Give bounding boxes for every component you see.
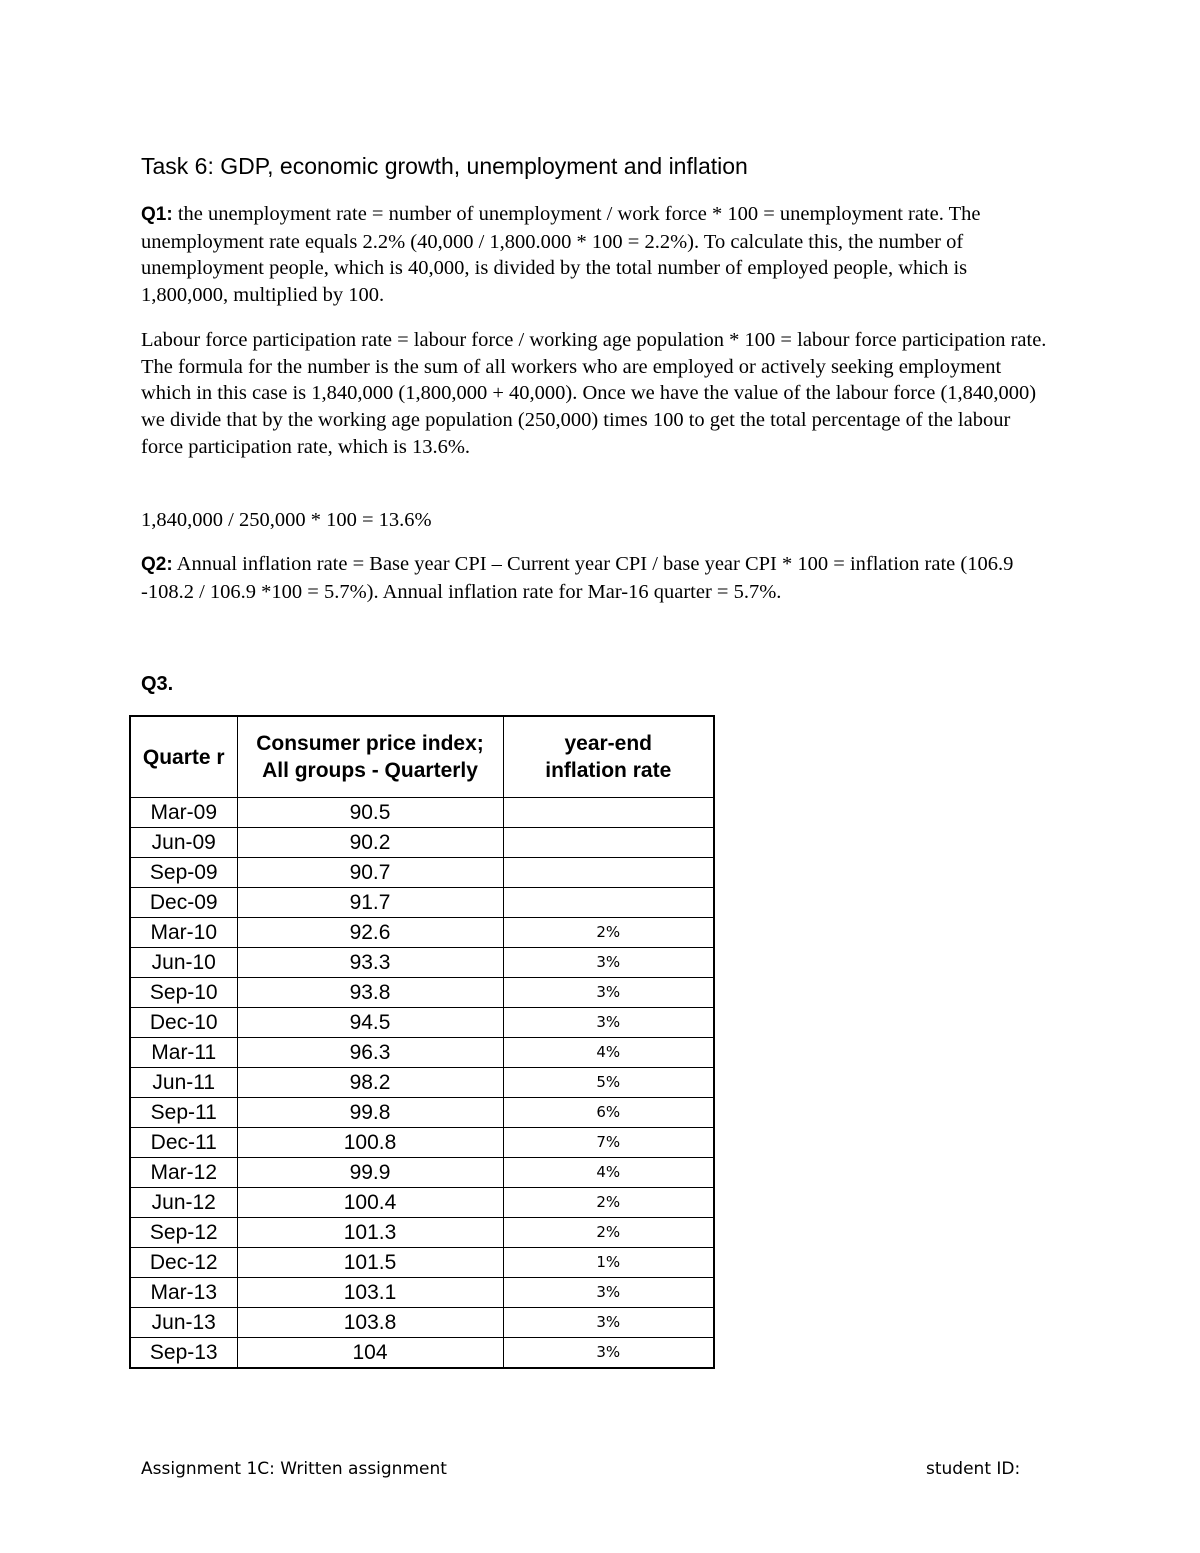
page-title: Task 6: GDP, economic growth, unemployment and inflation bbox=[141, 153, 748, 179]
inflation-rate-cell: 3% bbox=[503, 1278, 714, 1308]
cpi-cell: 103.8 bbox=[237, 1308, 503, 1338]
inflation-rate-cell: 6% bbox=[503, 1098, 714, 1128]
inflation-rate-cell: 2% bbox=[503, 918, 714, 948]
table-row bbox=[130, 888, 714, 918]
quarter-cell: Dec-10 bbox=[130, 1008, 237, 1038]
inflation-rate-cell: 5% bbox=[503, 1068, 714, 1098]
q1-label: Q1: bbox=[141, 204, 173, 225]
cpi-cell: 94.5 bbox=[237, 1008, 503, 1038]
quarter-cell: Mar-09 bbox=[130, 798, 237, 828]
table-row bbox=[130, 1188, 714, 1218]
q2-text: Annual inflation rate = Base year CPI – Current year CPI / base year CPI * 100 = inflation rate (106.9 -108.2 / 106.9 *100 = 5.7%). Annual inflation rate for Mar-16 quarter = 5.7%. bbox=[141, 553, 1014, 603]
quarter-cell: Jun-11 bbox=[130, 1068, 237, 1098]
quarter-cell: Mar-13 bbox=[130, 1278, 237, 1308]
table-body bbox=[130, 798, 714, 1369]
table-row bbox=[130, 1068, 714, 1098]
table-header-row bbox=[130, 716, 714, 798]
cpi-cell: 90.5 bbox=[237, 798, 503, 828]
inflation-rate-cell: 3% bbox=[503, 978, 714, 1008]
inflation-rate-cell bbox=[503, 798, 714, 828]
quarter-cell: Dec-09 bbox=[130, 888, 237, 918]
q3-label: Q3. bbox=[141, 673, 174, 695]
quarter-cell: Jun-12 bbox=[130, 1188, 237, 1218]
q2-label: Q2: bbox=[141, 554, 173, 575]
q1-paragraph bbox=[141, 201, 1051, 309]
cpi-cell: 93.3 bbox=[237, 948, 503, 978]
cpi-inflation-table bbox=[129, 715, 715, 1369]
labour-force-paragraph: Labour force participation rate = labour force / working age population * 100 = labour force participation rate. The formula for the number is the sum of all workers who are employed or actively seeking employment which in this case is 1,840,000 (1,800,000 + 40,000). Once we have the value of the labour force (1,840,000) we divide that by the working age population (250,000) times 100 to get the total percentage of the labour force participation rate, which is 13.6%. bbox=[141, 329, 1047, 458]
inflation-rate-cell: 3% bbox=[503, 1308, 714, 1338]
quarter-cell: Mar-12 bbox=[130, 1158, 237, 1188]
cpi-cell: 104 bbox=[237, 1338, 503, 1369]
cpi-cell: 103.1 bbox=[237, 1278, 503, 1308]
inflation-rate-cell: 4% bbox=[503, 1038, 714, 1068]
quarter-cell: Sep-11 bbox=[130, 1098, 237, 1128]
cpi-cell: 101.5 bbox=[237, 1248, 503, 1278]
quarter-cell: Jun-13 bbox=[130, 1308, 237, 1338]
cpi-cell: 100.8 bbox=[237, 1128, 503, 1158]
quarter-cell: Sep-09 bbox=[130, 858, 237, 888]
cpi-cell: 98.2 bbox=[237, 1068, 503, 1098]
q2-paragraph bbox=[141, 551, 1051, 605]
quarter-cell: Jun-10 bbox=[130, 948, 237, 978]
header-year-end-inflation-rate: year-end inflation rate bbox=[503, 716, 714, 798]
inflation-rate-cell: 3% bbox=[503, 1338, 714, 1369]
cpi-cell: 91.7 bbox=[237, 888, 503, 918]
quarter-cell: Sep-13 bbox=[130, 1338, 237, 1369]
quarter-cell: Dec-11 bbox=[130, 1128, 237, 1158]
table-row bbox=[130, 828, 714, 858]
inflation-rate-cell: 4% bbox=[503, 1158, 714, 1188]
inflation-rate-cell: 3% bbox=[503, 948, 714, 978]
table-row bbox=[130, 1338, 714, 1369]
inflation-rate-cell: 1% bbox=[503, 1248, 714, 1278]
inflation-rate-cell bbox=[503, 828, 714, 858]
cpi-cell: 90.2 bbox=[237, 828, 503, 858]
quarter-cell: Jun-09 bbox=[130, 828, 237, 858]
table-row bbox=[130, 1158, 714, 1188]
table-row bbox=[130, 798, 714, 828]
quarter-cell: Sep-12 bbox=[130, 1218, 237, 1248]
table-row bbox=[130, 1308, 714, 1338]
cpi-cell: 90.7 bbox=[237, 858, 503, 888]
inflation-rate-cell: 7% bbox=[503, 1128, 714, 1158]
cpi-cell: 93.8 bbox=[237, 978, 503, 1008]
table-row bbox=[130, 858, 714, 888]
table-row bbox=[130, 1248, 714, 1278]
inflation-rate-cell: 2% bbox=[503, 1188, 714, 1218]
footer-assignment-title: Assignment 1C: Written assignment bbox=[141, 1459, 447, 1479]
table-row bbox=[130, 1218, 714, 1248]
inflation-rate-cell: 2% bbox=[503, 1218, 714, 1248]
cpi-cell: 96.3 bbox=[237, 1038, 503, 1068]
header-cpi: Consumer price index; All groups - Quarterly bbox=[237, 716, 503, 798]
cpi-cell: 100.4 bbox=[237, 1188, 503, 1218]
table-row bbox=[130, 918, 714, 948]
quarter-cell: Dec-12 bbox=[130, 1248, 237, 1278]
cpi-cell: 92.6 bbox=[237, 918, 503, 948]
inflation-rate-cell: 3% bbox=[503, 1008, 714, 1038]
inflation-rate-cell bbox=[503, 858, 714, 888]
labour-force-formula: 1,840,000 / 250,000 * 100 = 13.6% bbox=[141, 509, 432, 531]
header-quarter: Quarte r bbox=[130, 716, 237, 798]
footer-student-id: student ID: bbox=[926, 1459, 1021, 1479]
quarter-cell: Sep-10 bbox=[130, 978, 237, 1008]
table-row bbox=[130, 1278, 714, 1308]
table-row bbox=[130, 1038, 714, 1068]
table-row bbox=[130, 978, 714, 1008]
quarter-cell: Mar-11 bbox=[130, 1038, 237, 1068]
cpi-cell: 101.3 bbox=[237, 1218, 503, 1248]
inflation-rate-cell bbox=[503, 888, 714, 918]
cpi-cell: 99.8 bbox=[237, 1098, 503, 1128]
table-row bbox=[130, 1098, 714, 1128]
table-row bbox=[130, 1008, 714, 1038]
quarter-cell: Mar-10 bbox=[130, 918, 237, 948]
table-row bbox=[130, 948, 714, 978]
table-row bbox=[130, 1128, 714, 1158]
q1-text: the unemployment rate = number of unemployment / work force * 100 = unemployment rate. The unemployment rate equals 2.2% (40,000 / 1,800.000 * 100 = 2.2%). To calculate this, the number of unemployment people, which is 40,000, is divided by the total number of employed people, which is 1,800,000, multiplied by 100. bbox=[141, 203, 981, 307]
cpi-cell: 99.9 bbox=[237, 1158, 503, 1188]
